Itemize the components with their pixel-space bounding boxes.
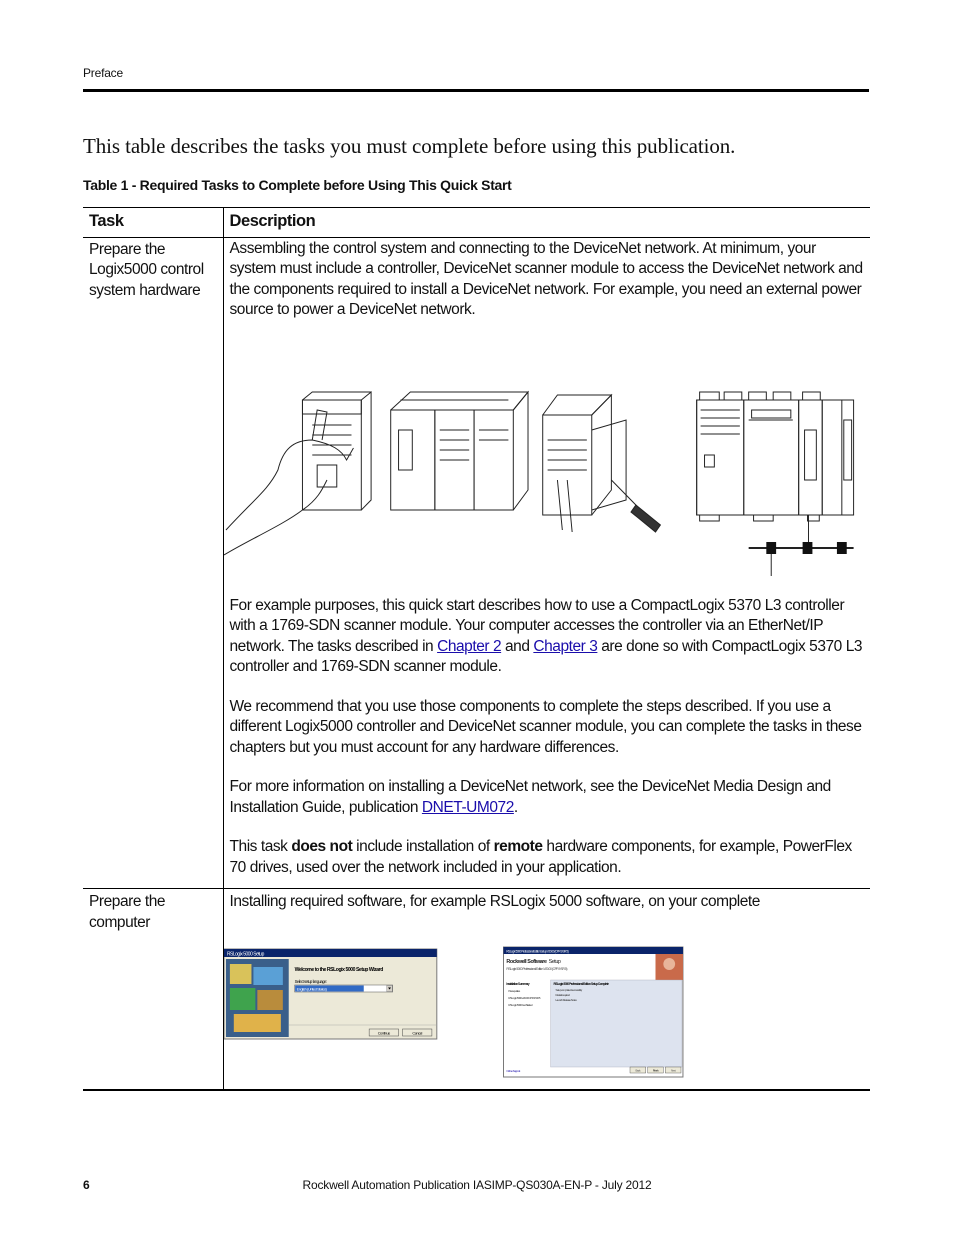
summary-title: Installation Summary xyxy=(505,981,529,986)
language-value: English (United States) xyxy=(296,985,326,992)
setup-subtitle: RSLogix 5000 Professional Edition V20.00 (CPR 9 SR 5) xyxy=(505,966,567,971)
software-setup-screenshots xyxy=(224,932,859,1082)
description-paragraph: Assembling the control system and connecting to the DeviceNet network. At minimum, your system must include a controller, DeviceNet scanner module to access the DeviceNet network and the components required to install a DeviceNet network. For example, you need an external power source to power a DeviceNet network. xyxy=(229,239,863,318)
column-header-description: Description xyxy=(223,208,870,238)
svg-text:Cancel: Cancel xyxy=(411,1029,422,1035)
column-header-task: Task xyxy=(83,208,223,238)
task-cell: Prepare the computer xyxy=(83,889,223,1090)
description-cell xyxy=(223,237,870,889)
table-row xyxy=(83,237,870,889)
step-item: RSLogix 5000 Get Started xyxy=(507,1002,532,1007)
table-row xyxy=(83,889,870,1090)
chapter-2-link[interactable]: Chapter 2 xyxy=(437,637,502,655)
step-item: Prerequisites xyxy=(507,988,520,993)
chapter-3-link[interactable]: Chapter 3 xyxy=(533,637,598,655)
step-item: RSLogix 5000 v20.00 CPR 9 SR 5 xyxy=(507,995,540,1000)
tasks-table xyxy=(83,207,870,1091)
publication-footer: Rockwell Automation Publication IASIMP-QS030A-EN-P - July 2012 xyxy=(302,1178,652,1192)
content-line: Setup completed successfully xyxy=(554,987,582,992)
description-paragraph: For example purposes, this quick start describes how to use a CompactLogix 5370 L3 controller with a 1769-SDN scanner module. Your computer accesses the controller via an EtherNet/IP network. The tasks described in Chapter 2 and Chapter 3 are done so with CompactLogix 5370 L3 controller and 1769-SDN scanner module. xyxy=(229,596,863,675)
description-cell xyxy=(223,889,870,1090)
page-number: 6 xyxy=(83,1178,90,1192)
intro-text: This table describes the tasks you must complete before using this publication. xyxy=(83,134,736,158)
table-caption: Table 1 - Required Tasks to Complete before Using This Quick Start xyxy=(83,177,512,193)
setup-complete-screenshot xyxy=(503,947,682,1077)
content-line: Restart required xyxy=(554,992,569,997)
task-cell: Prepare the Logix5000 control system hardware xyxy=(83,237,223,889)
hardware-illustration xyxy=(224,340,859,586)
svg-text:Continue: Continue xyxy=(377,1029,390,1035)
online-support-link[interactable]: Online Support xyxy=(505,1068,520,1073)
setup-title: RSLogix 5000 Setup xyxy=(226,951,264,958)
setup-window-title: RSLogix 5000 Professional Edition Setup V20.00 (CPR 9 SR 5) xyxy=(505,948,568,954)
content-line: Launch Release Notes xyxy=(554,997,576,1002)
content-title: RSLogix 5000 Professional Edition Setup Complete xyxy=(553,981,609,986)
description-paragraph: For more information on installing a DeviceNet network, see the DeviceNet Media Design and Installation Guide, publication DNET-UM072. xyxy=(229,778,831,816)
description-paragraph: This task does not include installation of remote hardware components, for example, PowerFlex 70 drives, used over the network included in your application. xyxy=(229,838,852,876)
svg-text:Next: Next xyxy=(670,1067,675,1073)
description-paragraph: We recommend that you use those components to complete the steps described. If you use a different Logix5000 controller and DeviceNet scanner module, you can complete the tasks in these chapters but you must account for any hardware differences. xyxy=(229,697,862,756)
wizard-heading: Welcome to the RSLogix 5000 Setup Wizard xyxy=(294,966,383,973)
running-header: Preface xyxy=(83,66,123,80)
svg-text:Finish: Finish xyxy=(652,1067,658,1073)
dnet-um072-link[interactable]: DNET-UM072 xyxy=(421,798,514,816)
brand-suffix: Setup xyxy=(548,958,560,965)
setup-wizard-screenshot xyxy=(224,949,437,1039)
brand-name: Rockwell Software xyxy=(505,958,547,965)
description-paragraph: Installing required software, for example RSLogix 5000 software, on your complete xyxy=(229,893,760,910)
language-label: Select setup language: xyxy=(294,978,327,984)
header-rule xyxy=(83,89,869,92)
svg-text:Back: Back xyxy=(634,1067,640,1073)
